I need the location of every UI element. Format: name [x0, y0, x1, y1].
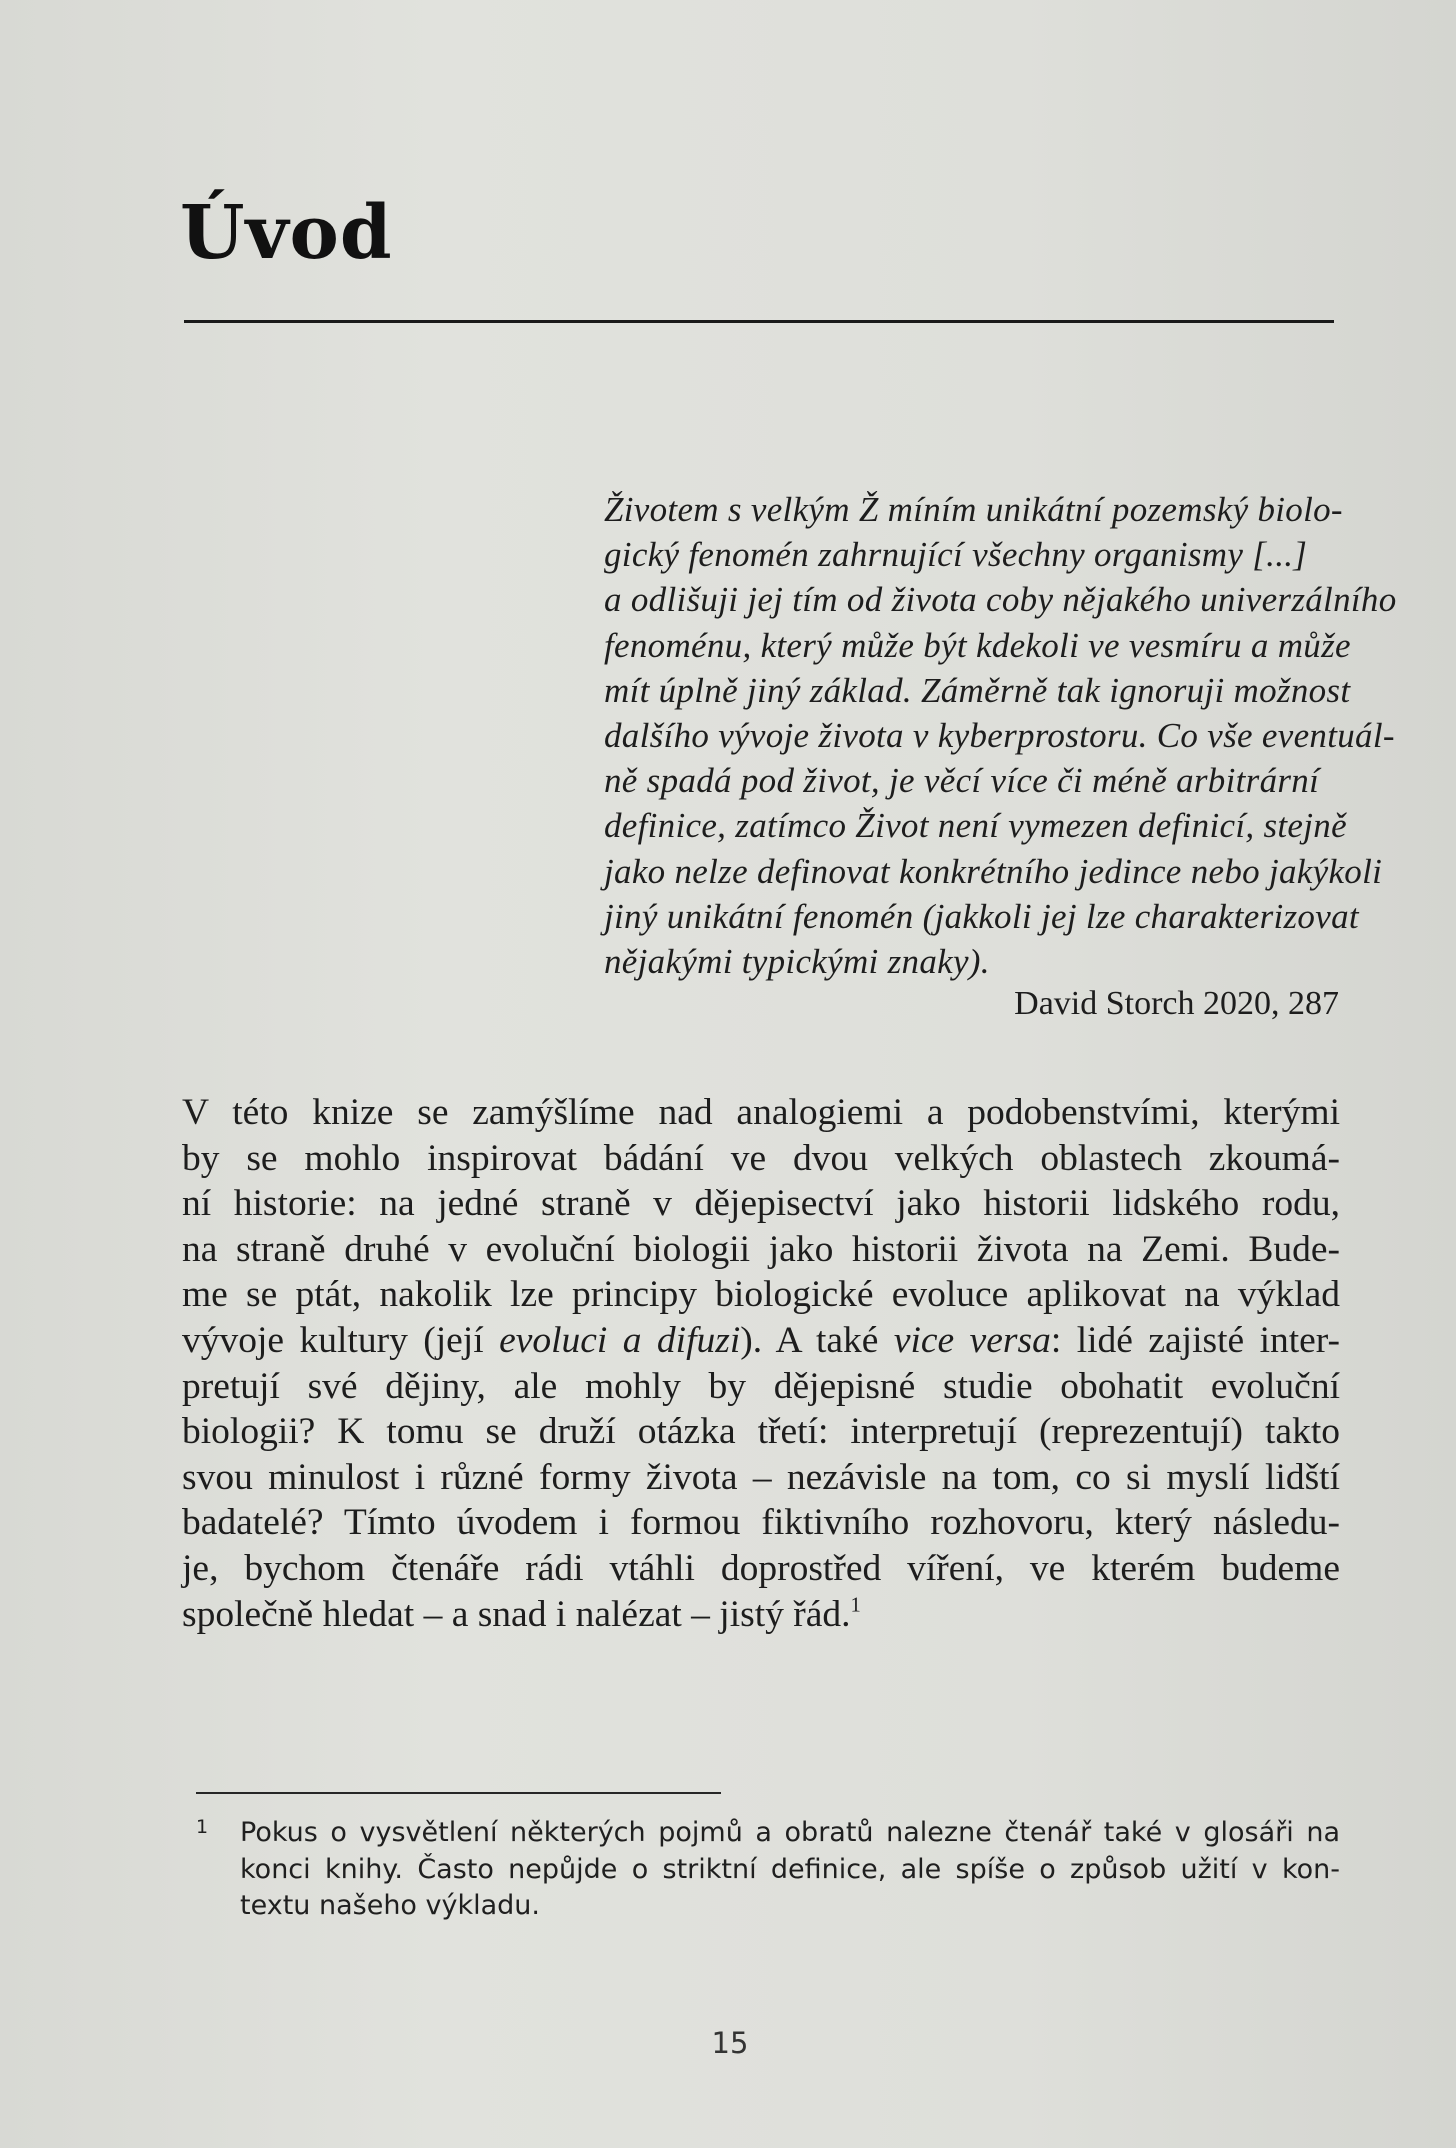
body-line: me se ptát, nakolik lze principy biologické evoluce aplikovat na výklad — [182, 1274, 1340, 1316]
epigraph-line: gický fenomén zahrnující všechny organismy [...] — [604, 535, 1308, 575]
heading-rule — [184, 320, 1334, 323]
body-line: pretují své dějiny, ale mohly by dějepisné studie obohatit evoluční — [182, 1365, 1340, 1407]
epigraph-line: ně spadá pod život, je věcí více či méně arbitrární — [604, 761, 1320, 801]
epigraph-line: nějakými typickými znaky). — [604, 941, 990, 981]
epigraph-line: jako nelze definovat konkrétního jedince nebo jakýkoli — [604, 851, 1383, 891]
chapter-heading: Úvod — [180, 190, 393, 276]
epigraph-quote — [604, 487, 1397, 984]
epigraph-attribution: David Storch 2020, 287 — [1014, 985, 1339, 1022]
epigraph-line: definice, zatímco Život není vymezen definicí, stejně — [604, 806, 1347, 846]
body-text-run: společně hledat – a snad i nalézat – jistý řád. — [182, 1593, 851, 1635]
footnote-line: konci knihy. Často nepůjde o striktní definice, ale spíše o způsob užití v kon- — [240, 1853, 1340, 1885]
epigraph-line: mít úplně jiný základ. Záměrně tak ignoruji možnost — [604, 670, 1351, 710]
body-paragraph — [182, 1090, 1340, 1637]
italic-term: vice versa — [893, 1319, 1051, 1361]
footnote-number: 1 — [196, 1816, 209, 1838]
body-line: svou minulost i různé formy života – nezávisle na tom, co si myslí lidští — [182, 1456, 1340, 1498]
footnote-line: Pokus o vysvětlení některých pojmů a obratů nalezne čtenář také v glosáři na — [240, 1817, 1340, 1848]
epigraph-line: jiný unikátní fenomén (jakkoli jej lze charakterizovat — [604, 896, 1359, 936]
page-number: 15 — [711, 2026, 749, 2060]
footnote-line: textu našeho výkladu. — [240, 1890, 541, 1921]
body-line: ní historie: na jedné straně v dějepisectví jako historii lidského rodu, — [182, 1183, 1340, 1225]
body-line: biologii? K tomu se druží otázka třetí: interpretují (reprezentují) takto — [182, 1411, 1340, 1453]
body-line: badatelé? Tímto úvodem i formou fiktivního rozhovoru, který následu- — [182, 1502, 1340, 1544]
epigraph-line: fenoménu, který může být kdekoli ve vesmíru a může — [604, 625, 1351, 665]
footnote-rule — [196, 1792, 721, 1794]
italic-term: evoluci a difuzi — [499, 1319, 741, 1361]
body-line: na straně druhé v evoluční biologii jako historii života na Zemi. Bude- — [182, 1228, 1340, 1270]
footnote-reference: 1 — [850, 1594, 861, 1617]
epigraph-line: Životem s velkým Ž míním unikátní pozemský biolo- — [604, 490, 1343, 529]
body-line: je, bychom čtenáře rádi vtáhli doprostřed víření, ve kterém budeme — [182, 1547, 1340, 1589]
body-line — [182, 1592, 1340, 1638]
epigraph-line: dalšího vývoje života v kyberprostoru. Co vše eventuál- — [604, 715, 1395, 755]
body-line: by se mohlo inspirovat bádání ve dvou velkých oblastech zkoumá- — [182, 1137, 1340, 1179]
body-text-run: ). A také — [740, 1319, 894, 1361]
body-line — [182, 1318, 1340, 1364]
epigraph-line: a odlišuji jej tím od života coby nějakého univerzálního — [604, 580, 1397, 620]
footnote-text — [240, 1815, 1340, 1925]
body-text-run: : lidé zajisté inter- — [1050, 1319, 1341, 1361]
body-text-run: vývoje kultury (její — [182, 1319, 500, 1361]
body-line: V této knize se zamýšlíme nad analogiemi a podobenstvími, kterými — [182, 1092, 1340, 1133]
